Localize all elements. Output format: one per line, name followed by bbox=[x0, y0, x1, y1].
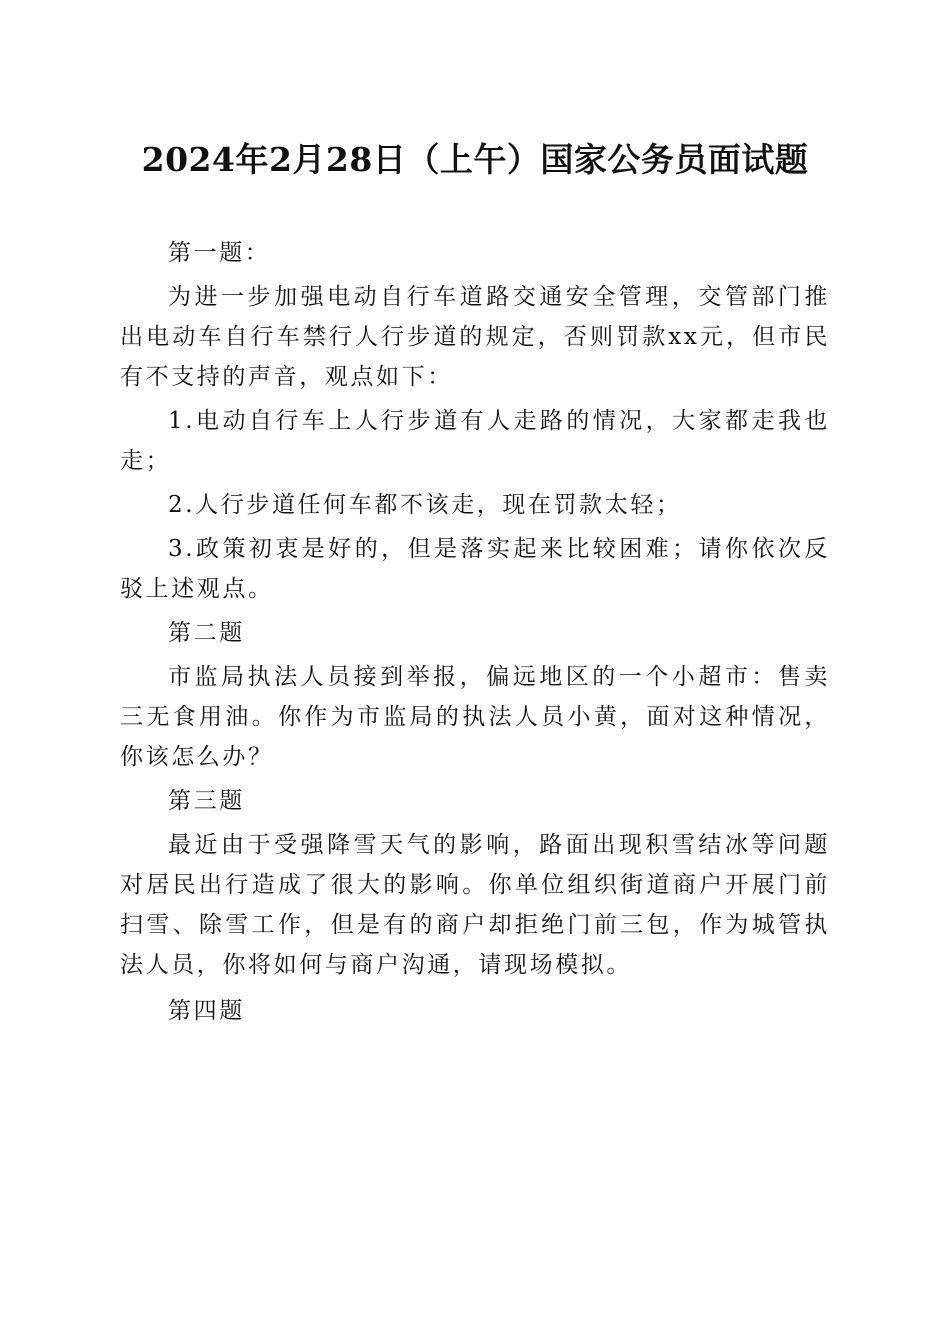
question-4-heading: 第四题 bbox=[168, 998, 245, 1024]
question-2-heading: 第二题 bbox=[168, 620, 245, 646]
viewpoint-1: 1.电动自行车上人行步道有人走路的情况，大家都走我也走； bbox=[120, 408, 830, 474]
question-1-heading: 第一题： bbox=[168, 240, 271, 266]
document-title: 2024年2月28日（上午）国家公务员面试题 bbox=[141, 140, 809, 179]
question-3-heading: 第三题 bbox=[168, 788, 245, 814]
viewpoint-3: 3.政策初衷是好的，但是落实起来比较困难；请你依次反驳上述观点。 bbox=[120, 536, 830, 602]
question-1-text: 为进一步加强电动自行车道路交通安全管理，交管部门推出电动车自行车禁行人行步道的规定，否则罚款xx元，但市民有不支持的声音，观点如下： bbox=[120, 284, 830, 390]
question-2-text: 市监局执法人员接到举报，偏远地区的一个小超市：售卖三无食用油。你作为市监局的执法人员小黄，面对这种情况，你该怎么办？ bbox=[120, 664, 830, 770]
question-3-text: 最近由于受强降雪天气的影响，路面出现积雪结冰等问题对居民出行造成了很大的影响。你单位组织街道商户开展门前扫雪、除雪工作，但是有的商户却拒绝门前三包，作为城管执法人员，你将如何与商户沟通，请现场模拟。 bbox=[120, 832, 830, 978]
viewpoint-2: 2.人行步道任何车都不该走，现在罚款太轻； bbox=[168, 492, 682, 518]
document-body bbox=[120, 233, 830, 1031]
